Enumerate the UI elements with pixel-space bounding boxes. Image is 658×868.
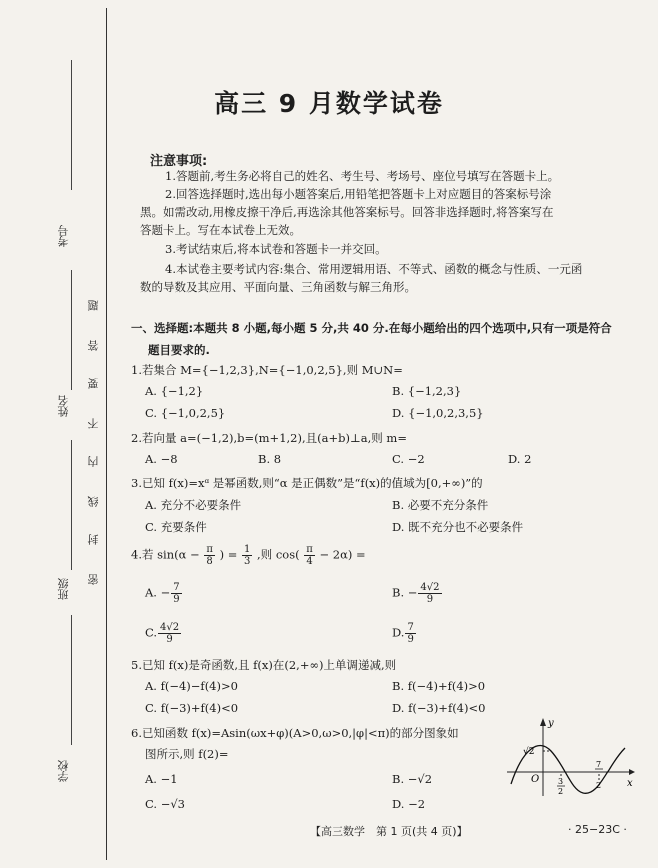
tick-label: 7: [596, 760, 602, 769]
binding-margin-line: [106, 8, 107, 860]
option-d: D. −2: [392, 797, 426, 811]
section-heading-line: 一、选择题:本题共 8 小题,每小题 5 分,共 40 分.在每小题给出的四个选项中,只有一项是符合: [131, 321, 612, 335]
question-stem: 5.已知 f(x)是奇函数,且 f(x)在(2,+∞)上单调递减,则: [131, 658, 397, 672]
fraction: $\frac{\pi}{4}$: [306, 544, 313, 567]
option-a: A. −1: [145, 772, 178, 786]
option-a: A. f(−4)−f(4)>0: [145, 679, 238, 693]
seal-char: 封: [87, 534, 100, 545]
exam-no-blank: [71, 60, 72, 190]
option-a: A. −8: [145, 452, 178, 466]
tick-label: 2: [596, 781, 602, 790]
option-c: C. $\frac{4√2}{9}$: [145, 622, 180, 645]
option-a: A. − $\frac{7}{9}$: [145, 582, 180, 605]
option-b: B. −√2: [392, 772, 433, 786]
section-heading: [131, 317, 612, 361]
school-label: 学校: [57, 760, 70, 782]
seal-char: 要: [87, 378, 100, 389]
function-graph: [505, 718, 635, 798]
notice-line: 2.回答选择题时,选出每小题答案后,用铅笔把答题卡上对应题目的答案标号涂: [165, 187, 552, 201]
origin-label: O: [531, 774, 540, 785]
tick-label: 2: [558, 787, 564, 796]
tick-label: 3: [558, 777, 564, 786]
seal-char: 不: [87, 418, 100, 429]
notice-line: 3.考试结束后,将本试卷和答题卡一并交回。: [165, 242, 387, 256]
y-axis-arrow: [540, 718, 546, 726]
option-c: C. −√3: [145, 797, 185, 811]
seal-char: 内: [87, 456, 100, 467]
question-stem: 3.已知 f(x)=xᵅ 是幂函数,则“α 是正偶数”是“f(x)的值域为[0,+∞)”的: [131, 476, 483, 490]
option-d: D. 2: [508, 452, 532, 466]
name-blank: [71, 270, 72, 390]
option-d: D. $\frac{7}{9}$: [392, 622, 414, 645]
peak-label: √2: [523, 747, 535, 757]
name-label: 姓名: [57, 395, 70, 417]
seal-char: 密: [87, 574, 100, 585]
question-stem: 4.若 sin(α − $\frac{\pi}{8}$ ) = $\frac{1}{3}$ ,则 cos( $\frac{\pi}{4}$ − 2α) =: [131, 544, 366, 567]
option-b: B. 8: [258, 452, 282, 466]
notice-heading: 注意事项:: [150, 154, 208, 169]
option-d: D. {−1,0,2,3,5}: [392, 406, 484, 420]
option-b: B. − $\frac{4√2}{9}$: [392, 582, 440, 605]
option-c: C. −2: [392, 452, 425, 466]
option-b: B. f(−4)+f(4)>0: [392, 679, 486, 693]
question-stem: 2.若向量 a=(−1,2),b=(m+1,2),且(a+b)⊥a,则 m=: [131, 431, 407, 445]
page-footer: 【高三数学 第 1 页(共 4 页)】: [310, 825, 468, 838]
fraction: $\frac{\pi}{8}$: [206, 544, 213, 567]
x-axis-arrow: [629, 769, 635, 775]
option-b: B. 必要不充分条件: [392, 498, 489, 512]
seal-char: 答: [87, 340, 100, 351]
fraction: $\frac{1}{3}$: [244, 544, 251, 567]
option-d: D. f(−3)+f(4)<0: [392, 701, 486, 715]
notice-line: 答题卡上。写在本试卷上无效。: [140, 223, 301, 237]
option-c: C. {−1,0,2,5}: [145, 406, 226, 420]
page-code: · 25−23C ·: [568, 823, 627, 836]
notice-line: 1.答题前,考生务必将自己的姓名、考生号、考场号、座位号填写在答题卡上。: [165, 169, 560, 183]
class-label: 班级: [57, 578, 70, 600]
option-d: D. 既不充分也不必要条件: [392, 520, 524, 534]
option-a: A. 充分不必要条件: [145, 498, 242, 512]
notice-line: 数的导数及其应用、平面向量、三角函数与解三角形。: [140, 280, 416, 294]
notice-line: 4.本试卷主要考试内容:集合、常用逻辑用语、不等式、函数的概念与性质、一元函: [165, 262, 583, 276]
seal-char: 题: [87, 300, 100, 311]
page-title: 高三 9 月数学试卷: [214, 89, 444, 118]
seal-char: 线: [87, 496, 100, 507]
notice-line: 黑。如需改动,用橡皮擦干净后,再选涂其他答案标号。回答非选择题时,将答案写在: [140, 205, 554, 219]
question-stem: 6.已知函数 f(x)=Asin(ωx+φ)(A>0,ω>0,|φ|<π)的部分图象如: [131, 726, 459, 740]
x-axis-label: x: [627, 778, 633, 789]
option-b: B. {−1,2,3}: [392, 384, 462, 398]
option-a: A. {−1,2}: [145, 384, 204, 398]
exam-no-label: 考号: [57, 225, 70, 247]
y-axis-label: y: [548, 718, 554, 729]
option-c: C. f(−3)+f(4)<0: [145, 701, 239, 715]
question-stem: 1.若集合 M={−1,2,3},N={−1,0,2,5},则 M∪N=: [131, 363, 403, 377]
school-blank: [71, 615, 72, 745]
class-blank: [71, 440, 72, 570]
section-heading-line: 题目要求的.: [148, 343, 210, 357]
question-stem: 图所示,则 f(2)=: [145, 747, 229, 761]
option-c: C. 充要条件: [145, 520, 207, 534]
